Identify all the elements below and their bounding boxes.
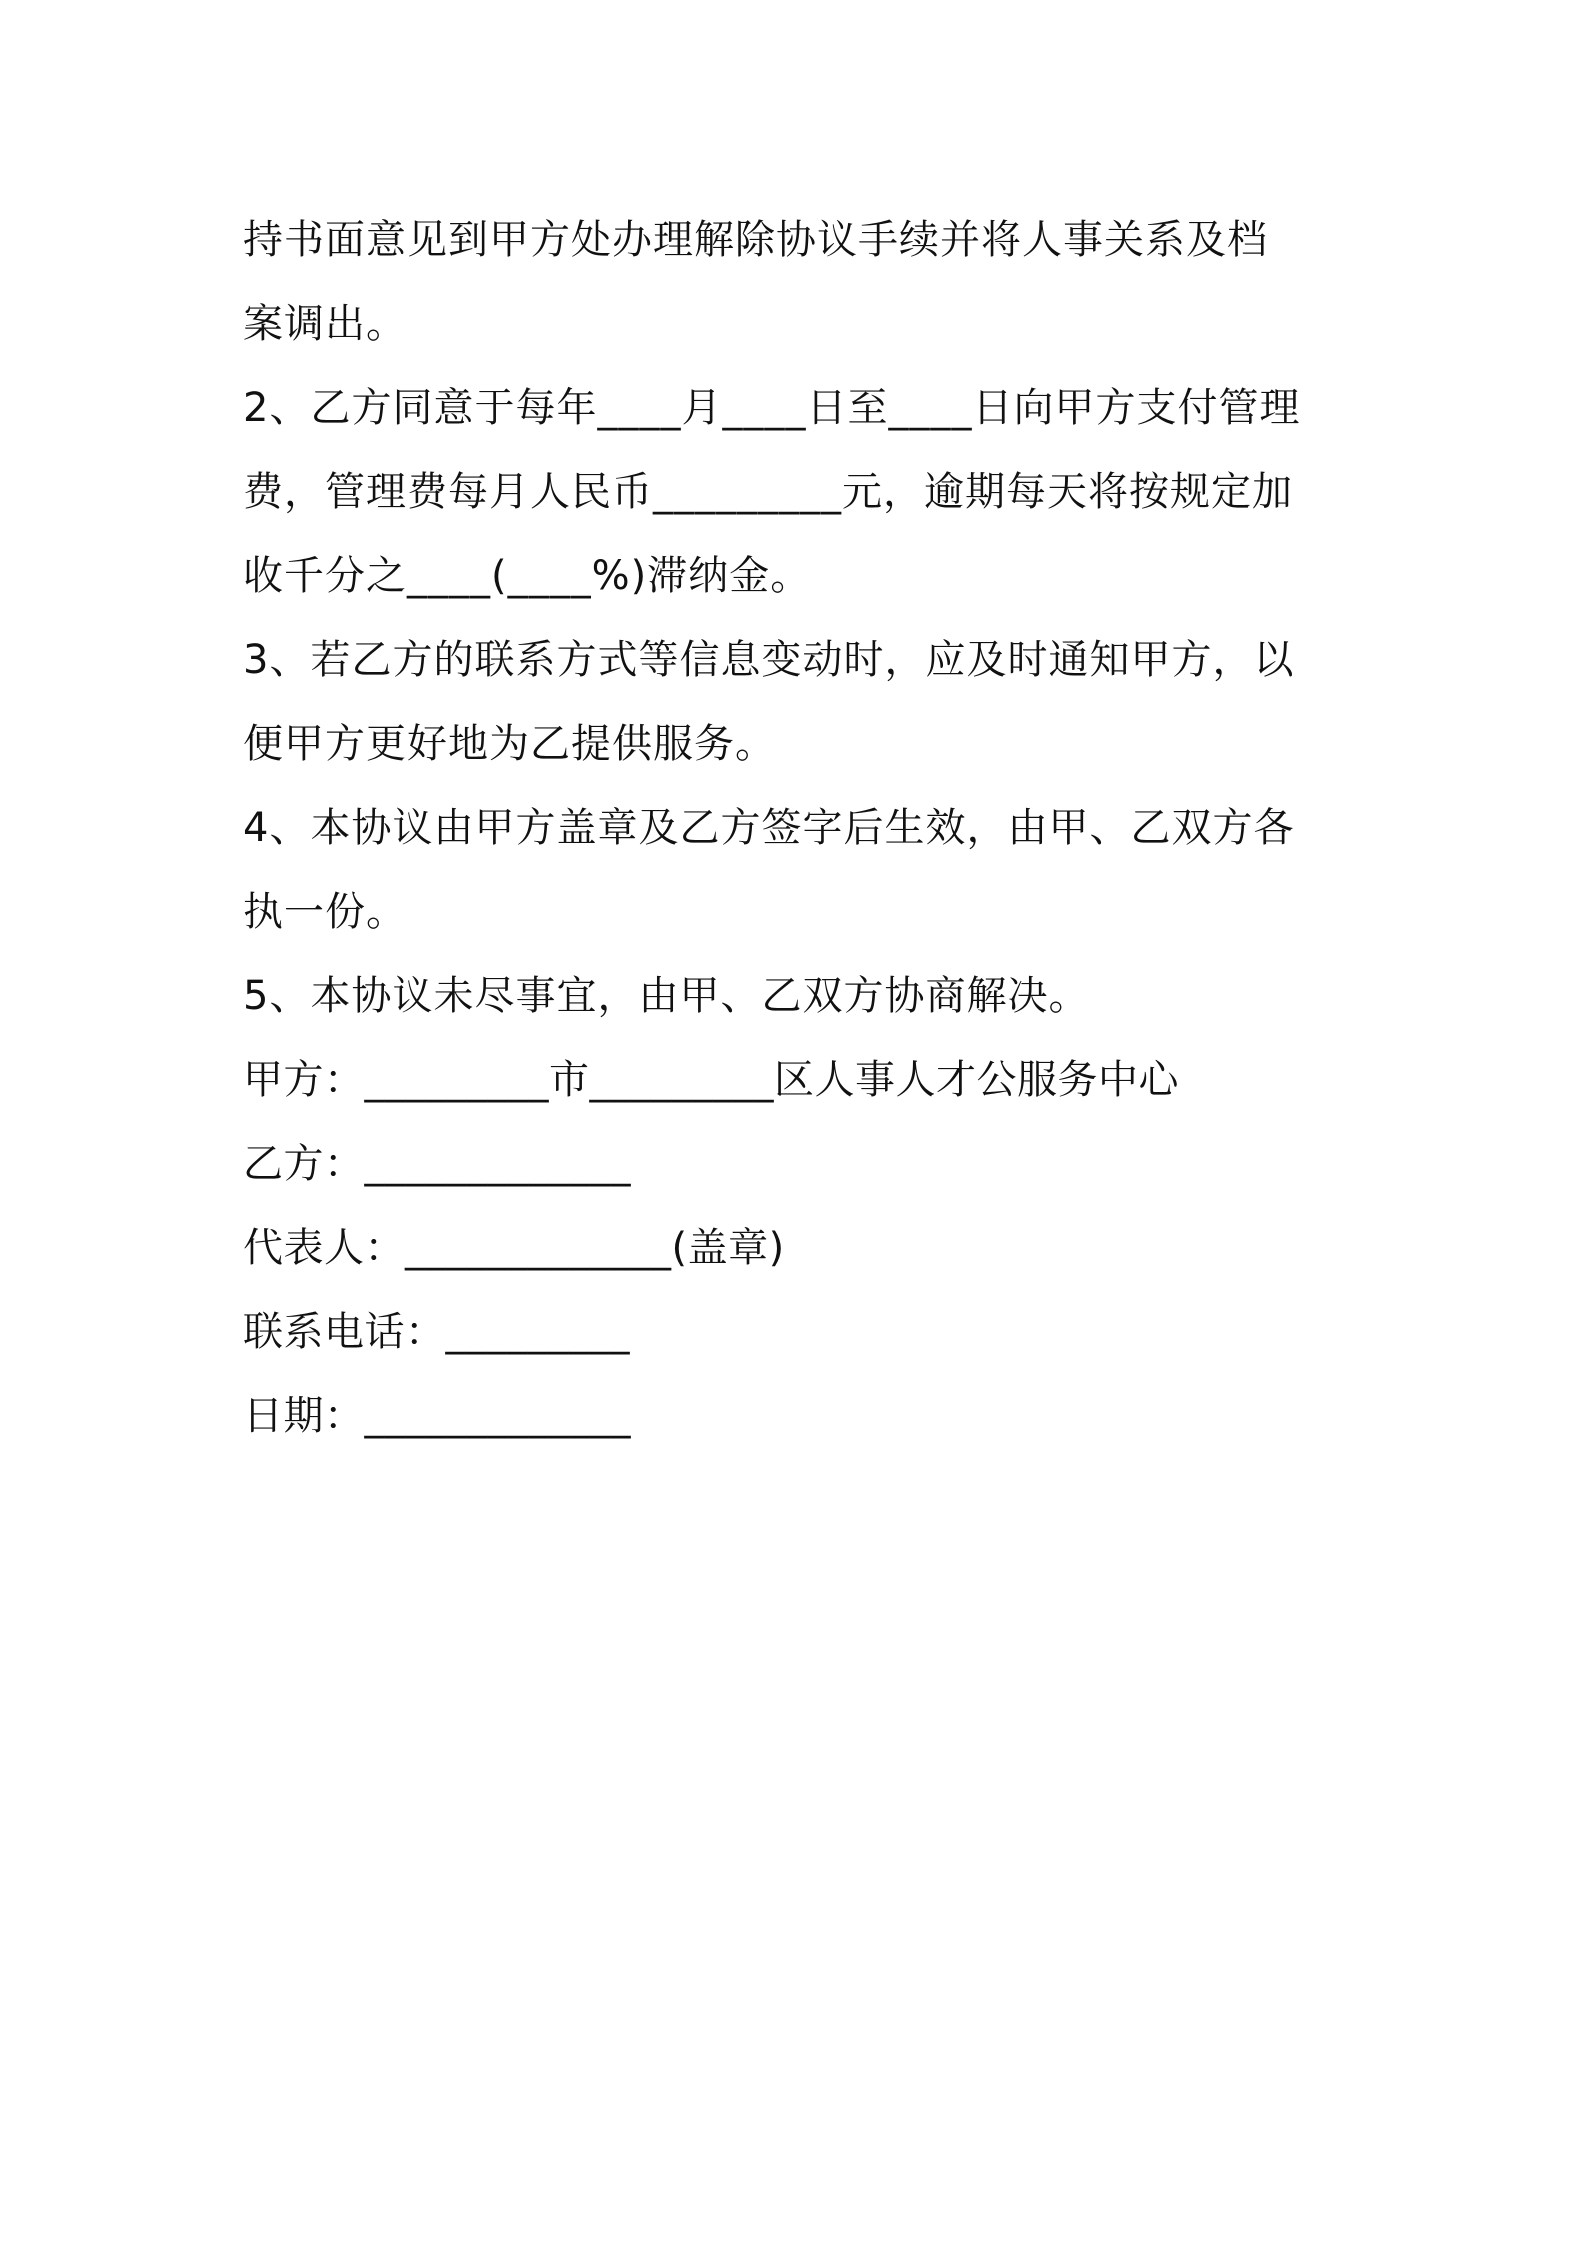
phone-line: 联系电话：_________ (243, 1309, 630, 1355)
agreement-body (243, 198, 1353, 1038)
clause-3-line-1: 3、若乙方的联系方式等信息变动时，应及时通知甲方，以 (243, 637, 1295, 683)
paragraph-line-2: 案调出。 (243, 301, 407, 347)
clause-2-line-3: 收千分之____(____%)滞纳金。 (243, 553, 812, 599)
paragraph-line-1: 持书面意见到甲方处办理解除协议手续并将人事关系及档 (243, 217, 1268, 263)
date-line: 日期：_____________ (243, 1393, 631, 1439)
clause-5: 5、本协议未尽事宜，由甲、乙双方协商解决。 (243, 973, 1090, 1019)
clause-4-line-1: 4、本协议由甲方盖章及乙方签字后生效，由甲、乙双方各 (243, 805, 1295, 851)
representative-line: 代表人：_____________(盖章) (243, 1225, 785, 1271)
clause-2-line-2: 费，管理费每月人民币_________元，逾期每天将按规定加 (243, 469, 1293, 515)
signature-block (243, 1038, 1353, 1458)
document-page (243, 198, 1353, 1458)
party-a-line: 甲方：_________市_________区人事人才公服务中心 (243, 1057, 1179, 1103)
clause-4-line-2: 执一份。 (243, 889, 407, 935)
clause-3-line-2: 便甲方更好地为乙提供服务。 (243, 721, 776, 767)
party-b-line: 乙方：_____________ (243, 1141, 631, 1187)
clause-2-line-1: 2、乙方同意于每年____月____日至____日向甲方支付管理 (243, 385, 1301, 431)
